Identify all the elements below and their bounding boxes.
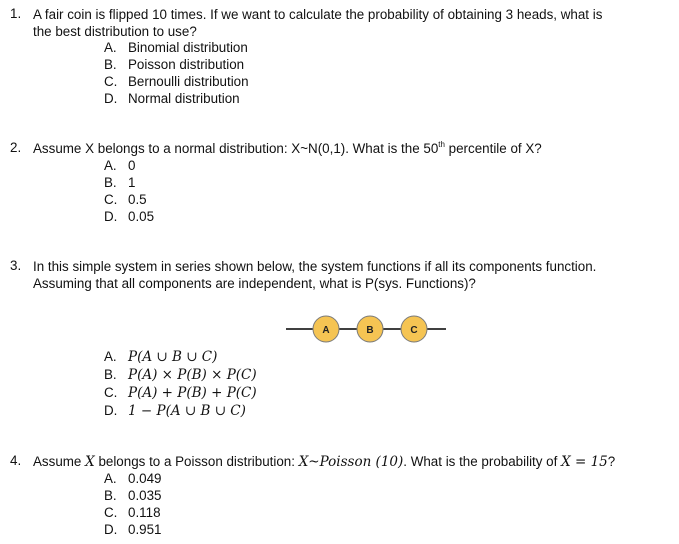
math-expression: X~Poisson (10) (298, 454, 404, 470)
option-letter: D. (104, 209, 118, 224)
component-node-c (401, 316, 427, 342)
option-text: 0.5 (128, 192, 147, 207)
option-letter: B. (104, 175, 117, 190)
series-system-diagram (286, 314, 446, 344)
option-text: 0.035 (128, 488, 162, 503)
option-text: 0.118 (128, 505, 161, 520)
option-b (104, 366, 257, 384)
component-node-a (313, 316, 339, 342)
option-d (104, 208, 154, 225)
option-letter: A. (104, 40, 117, 55)
options-list (104, 470, 162, 538)
option-text: 0.049 (128, 471, 162, 486)
options-list (104, 157, 154, 225)
option-letter: B. (104, 488, 117, 503)
question-text-part: Assume (33, 454, 86, 469)
option-letter: A. (104, 158, 117, 173)
question-text-part: Assume X belongs to a normal distribution: X~N(0,1). What is the 50 (33, 141, 439, 156)
option-text: 0 (128, 158, 136, 173)
option-letter: A. (104, 471, 117, 486)
option-text: 0.05 (128, 209, 155, 224)
question-text (33, 6, 673, 40)
question-text (33, 140, 673, 157)
option-text: Poisson distribution (128, 57, 245, 72)
option-a (104, 39, 249, 56)
option-letter: C. (104, 505, 118, 520)
option-letter: B. (104, 57, 117, 72)
option-letter: A. (104, 349, 117, 364)
option-letter: B. (104, 367, 117, 382)
option-letter: D. (104, 403, 118, 418)
math-variable: X (85, 454, 95, 470)
option-b (104, 487, 162, 504)
option-c (104, 384, 257, 402)
option-letter: C. (104, 74, 118, 89)
option-c (104, 191, 154, 208)
question-text (33, 258, 673, 292)
question-text-line: the best distribution to use? (33, 24, 197, 39)
question-text-part: belongs to a Poisson distribution: (94, 454, 299, 469)
node-label: C (410, 325, 418, 336)
question-text (33, 453, 673, 471)
math-expression: X = 15 (561, 454, 608, 470)
option-text: P(A) × P(B) × P(C) (128, 367, 257, 383)
option-text: 0.951 (128, 522, 162, 537)
option-b (104, 56, 249, 73)
option-text: Bernoulli distribution (128, 74, 249, 89)
component-node-b (357, 316, 383, 342)
option-letter: C. (104, 192, 118, 207)
option-letter: C. (104, 385, 118, 400)
question-text-line: A fair coin is flipped 10 times. If we want to calculate the probability of obtaining 3 heads, what is (33, 7, 603, 22)
node-label: B (366, 325, 374, 336)
option-d (104, 521, 162, 538)
option-a (104, 348, 257, 366)
options-list (104, 348, 257, 420)
question-number: 2. (10, 140, 22, 155)
option-letter: D. (104, 91, 118, 106)
option-text: Binomial distribution (128, 40, 248, 55)
option-letter: D. (104, 522, 118, 537)
superscript: th (438, 140, 445, 149)
question-number: 3. (10, 258, 22, 273)
option-c (104, 73, 249, 90)
option-b (104, 174, 154, 191)
question-number: 4. (10, 453, 22, 468)
option-a (104, 157, 154, 174)
question-text-part: . What is the probability of (403, 454, 562, 469)
option-text: 1 − P(A ∪ B ∪ C) (128, 403, 246, 419)
option-a (104, 470, 162, 487)
option-d (104, 402, 257, 420)
question-text-part: percentile of X? (444, 141, 542, 156)
option-d (104, 90, 249, 107)
question-text-part: ? (607, 454, 616, 469)
option-text: 1 (128, 175, 136, 190)
question-text-line: Assuming that all components are independent, what is P(sys. Functions)? (33, 276, 476, 291)
option-text: P(A ∪ B ∪ C) (128, 349, 218, 365)
options-list (104, 39, 249, 107)
question-number: 1. (10, 6, 22, 21)
option-text: Normal distribution (128, 91, 240, 106)
option-c (104, 504, 162, 521)
question-text-line: In this simple system in series shown below, the system functions if all its components function. (33, 259, 597, 274)
option-text: P(A) + P(B) + P(C) (128, 385, 257, 401)
node-label: A (322, 325, 330, 336)
